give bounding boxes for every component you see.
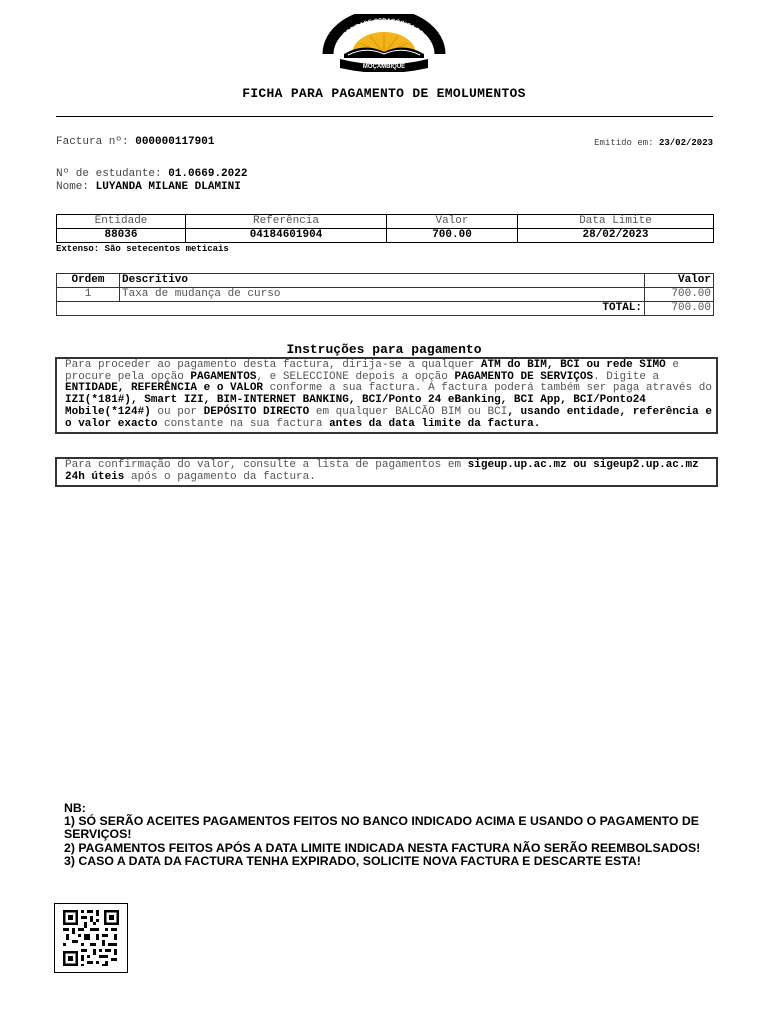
header-descritivo: Descritivo — [120, 274, 645, 288]
nb-line-2: 2) PAGAMENTOS FEITOS APÓS A DATA LIMITE INDICADA NESTA FACTURA NÃO SERÃO REEMBOLSADOS! — [64, 840, 701, 855]
total-label: TOTAL: — [57, 302, 645, 316]
nb-line-1: 1) SÓ SERÃO ACEITES PAGAMENTOS FEITOS NO BANCO INDICADO ACIMA E USANDO O PAGAMENTO DE SERVIÇOS! — [64, 814, 699, 842]
title-divider — [56, 116, 713, 117]
qr-code — [54, 903, 128, 973]
payment-reference-table — [56, 214, 714, 243]
item-valor: 700.00 — [645, 288, 714, 302]
valor-value: 700.00 — [387, 229, 518, 243]
text-segment: Para proceder ao pagamento desta factura, dirija-se a qualquer — [65, 359, 481, 371]
data-limite-value: 28/02/2023 — [518, 229, 714, 243]
issued-date-row — [594, 138, 713, 148]
text-segment: após o pagamento da factura. — [124, 470, 316, 483]
student-name: LUYANDA MILANE DLAMINI — [95, 181, 241, 193]
header-data-limite: Data Limite — [518, 215, 714, 229]
instructions-box — [55, 357, 718, 434]
bold-text-segment: antes da data limite da factura. — [329, 417, 541, 430]
student-name-row — [56, 181, 241, 193]
text-segment: e procure pela opção — [65, 359, 679, 383]
header-item-valor: Valor — [645, 274, 714, 288]
logo-top-text: UNIVERSIDADE PEDAGÓGICA DE MAPU — [334, 17, 434, 53]
instructions-paragraph — [65, 359, 712, 430]
referencia-value: 04184601904 — [186, 229, 387, 243]
text-segment: constante na sua factura — [157, 417, 330, 430]
bold-text-segment: DEPÓSITO DIRECTO — [203, 405, 310, 418]
student-name-label: Nome: — [56, 181, 90, 193]
student-number-label: Nº de estudante: — [56, 168, 162, 180]
university-logo — [322, 14, 446, 72]
items-table — [56, 273, 714, 316]
bold-text-segment: ENTIDADE, REFERÊNCIA e o VALOR — [65, 382, 264, 395]
confirmation-paragraph — [65, 459, 699, 483]
text-segment: Para confirmação do valor, consulte a lista de pagamentos em — [65, 459, 468, 471]
nb-label: NB: — [64, 801, 86, 815]
amount-in-words: Extenso: São setecentos meticais — [56, 244, 229, 254]
invoice-number-row — [56, 136, 214, 148]
bold-text-segment: IZI(*181#), Smart IZI, BIM-INTERNET BANKING, BCI/Ponto 24 eBanking, BCI App, BCI/Ponto24 Mobile(*124#) — [65, 394, 646, 418]
student-number: 01.0669.2022 — [168, 168, 248, 180]
text-segment: ou por — [150, 405, 204, 418]
logo-bottom-text: MOÇAMBIQUE — [362, 64, 406, 70]
bold-text-segment: , usando entidade, referência e o valor exacto — [65, 405, 712, 430]
header-referencia: Referência — [186, 215, 387, 229]
item-ordem: 1 — [57, 288, 120, 302]
text-segment: em qualquer BALCÃO BIM ou BCI — [309, 405, 508, 418]
bold-text-segment: PAGAMENTOS — [190, 370, 257, 383]
invoice-number-label: Factura nº: — [56, 136, 129, 148]
header-valor: Valor — [387, 215, 518, 229]
student-number-row — [56, 168, 247, 180]
bold-text-segment: PAGAMENTO DE SERVIÇOS — [454, 370, 594, 383]
table-row — [57, 288, 714, 302]
header-ordem: Ordem — [57, 274, 120, 288]
entidade-value: 88036 — [57, 229, 186, 243]
total-value: 700.00 — [645, 302, 714, 316]
confirmation-box — [55, 457, 718, 487]
bold-text-segment: sigeup.up.ac.mz ou sigeup2.up.ac.mz 24h úteis — [65, 459, 699, 483]
item-descritivo: Taxa de mudança de curso — [120, 288, 645, 302]
text-segment: , e SELECCIONE depois a opção — [256, 370, 455, 383]
instructions-title: Instruções para pagamento — [286, 342, 482, 357]
bold-text-segment: ATM do BIM, BCI ou rede SIMO — [480, 359, 666, 371]
text-segment: . Digite a — [593, 370, 660, 383]
issued-date: 23/02/2023 — [658, 138, 713, 148]
page-title: FICHA PARA PAGAMENTO DE EMOLUMENTOS — [242, 86, 526, 101]
header-entidade: Entidade — [57, 215, 186, 229]
text-segment: conforme a sua factura. A factura poderá também ser paga através do — [263, 382, 712, 395]
nb-line-3: 3) CASO A DATA DA FACTURA TENHA EXPIRADO, SOLICITE NOVA FACTURA E DESCARTE ESTA! — [64, 853, 641, 868]
invoice-number: 000000117901 — [135, 136, 215, 148]
issued-label: Emitido em: — [594, 138, 654, 148]
nb-notice — [64, 802, 724, 868]
